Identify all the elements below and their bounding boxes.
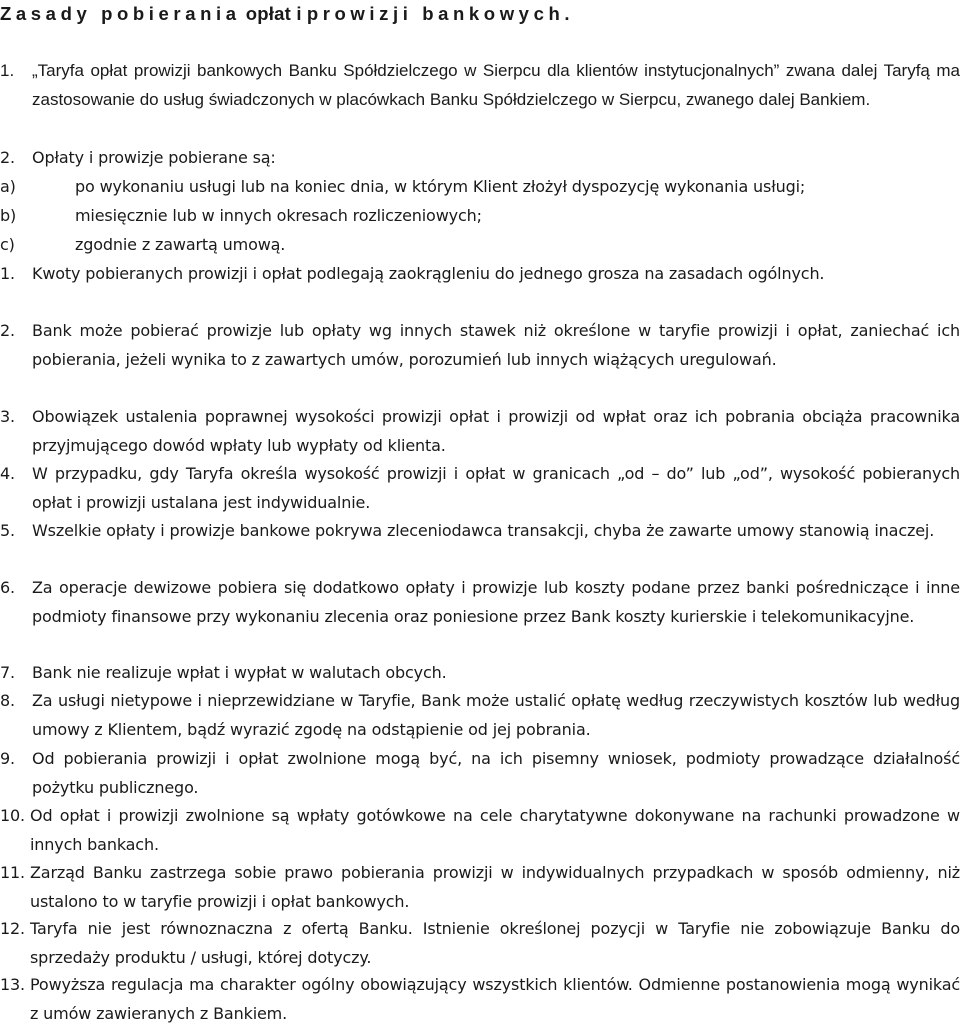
item-number: 7. (0, 663, 15, 682)
list-item (0, 259, 960, 288)
item-text: Za operacje dewizowe pobiera się dodatkowo opłaty i prowizje lub koszty podane przez banki pośredniczące i inne podmioty finansowe przy wykonaniu zlecenia oraz poniesione przez Bank koszty kurierskie i telekomunikacyjne. (32, 578, 960, 626)
item-text: Powyższa regulacja ma charakter ogólny obowiązujący wszystkich klientów. Odmienne postanowienia mogą wynikać z umów zawieranych z Bankiem. (30, 975, 960, 1023)
heading-part-2: opłat i (245, 3, 302, 24)
item-number: 9. (0, 749, 15, 768)
item-number: 13. (0, 975, 25, 994)
item-number: 2. (0, 148, 15, 167)
item-letter: c) (0, 235, 15, 254)
item-number: 1. (0, 264, 15, 283)
list-item (0, 970, 960, 1028)
list-item (0, 744, 960, 802)
list-item (0, 402, 960, 460)
item-text: W przypadku, gdy Taryfa określa wysokość prowizji i opłat w granicach „od – do” lub „od”, wysokość pobieranych opłat i prowizji ustalana jest indywidualnie. (32, 464, 960, 512)
item-text: Opłaty i prowizje pobierane są: (32, 148, 276, 167)
item-text: Taryfa nie jest równoznaczna z ofertą Banku. Istnienie określonej pozycji w Taryfie nie zobowiązuje Banku do sprzedaży produktu / usługi, której dotyczy. (30, 919, 960, 967)
item-number: 4. (0, 464, 15, 483)
heading-part-1: Zasady pobierania (0, 3, 241, 24)
list-item (0, 858, 960, 916)
list-item (0, 914, 960, 972)
heading-part-3: prowizji bankowych. (306, 3, 575, 24)
item-number: 12. (0, 919, 25, 938)
list-item (0, 143, 960, 172)
item-letter: a) (0, 177, 16, 196)
list-item (0, 459, 960, 517)
item-number: 6. (0, 578, 15, 597)
list-item (0, 516, 960, 545)
list-item (0, 801, 960, 859)
item-text: Od opłat i prowizji zwolnione są wpłaty gotówkowe na cele charytatywne dokonywane na rachunki prowadzone w innych bankach. (30, 806, 960, 854)
item-number: 10. (0, 806, 25, 825)
item-text: miesięcznie lub w innych okresach rozliczeniowych; (75, 206, 482, 225)
list-item (0, 573, 960, 631)
item-number: 2. (0, 321, 15, 340)
list-item (0, 316, 960, 374)
item-text: „Taryfa opłat prowizji bankowych Banku Spółdzielczego w Sierpcu dla klientów instytucjonalnych” zwana dalej Taryfą ma zastosowanie do usług świadczonych w placówkach Banku Spółdzielczego w Sierpcu, zwanego dalej Bankiem. (32, 61, 960, 109)
list-item (0, 172, 960, 201)
item-number: 3. (0, 407, 15, 426)
list-item (0, 56, 960, 114)
item-text: Od pobierania prowizji i opłat zwolnione mogą być, na ich pisemny wniosek, podmioty prowadzące działalność pożytku publicznego. (32, 749, 960, 797)
item-text: Za usługi nietypowe i nieprzewidziane w Taryfie, Bank może ustalić opłatę według rzeczywistych kosztów lub według umowy z Klientem, bądź wyrazić zgodę na odstąpienie od jej pobrania. (32, 691, 960, 739)
item-text: Bank może pobierać prowizje lub opłaty wg innych stawek niż określone w taryfie prowizji i opłat, zaniechać ich pobierania, jeżeli wynika to z zawartych umów, porozumień lub innych wiążących uregulowań. (32, 321, 960, 369)
item-text: Wszelkie opłaty i prowizje bankowe pokrywa zleceniodawca transakcji, chyba że zawarte umowy stanowią inaczej. (32, 521, 935, 540)
item-text: zgodnie z zawartą umową. (75, 235, 286, 254)
document-heading (0, 2, 574, 26)
item-text: Kwoty pobieranych prowizji i opłat podlegają zaokrągleniu do jednego grosza na zasadach ogólnych. (32, 264, 825, 283)
item-text: Obowiązek ustalenia poprawnej wysokości prowizji opłat i prowizji od wpłat oraz ich pobrania obciąża pracownika przyjmującego dowód wpłaty lub wypłaty od klienta. (32, 407, 960, 455)
list-item (0, 658, 960, 687)
item-number: 1. (0, 61, 15, 80)
list-item (0, 201, 960, 230)
item-number: 11. (0, 863, 25, 882)
list-item (0, 686, 960, 744)
item-text: po wykonaniu usługi lub na koniec dnia, w którym Klient złożył dyspozycję wykonania usługi; (75, 177, 806, 196)
item-number: 8. (0, 691, 15, 710)
item-letter: b) (0, 206, 17, 225)
item-text: Bank nie realizuje wpłat i wypłat w walutach obcych. (32, 663, 447, 682)
item-number: 5. (0, 521, 15, 540)
list-item (0, 230, 960, 259)
item-text: Zarząd Banku zastrzega sobie prawo pobierania prowizji w indywidualnych przypadkach w sposób odmienny, niż ustalono to w taryfie prowizji i opłat bankowych. (30, 863, 960, 911)
